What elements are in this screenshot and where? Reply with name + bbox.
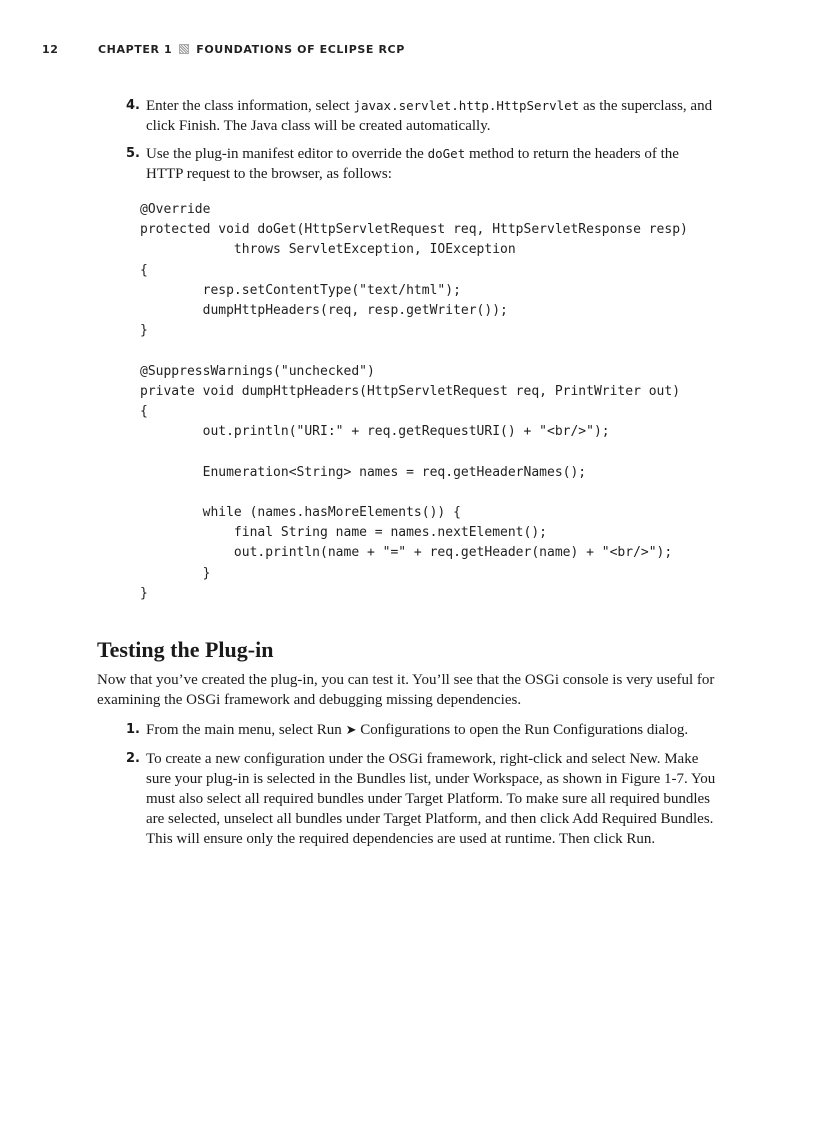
step-number: 5. — [126, 146, 140, 161]
step-number: 4. — [126, 98, 140, 113]
step-text: Enter the class information, select — [146, 98, 354, 114]
separator-square-icon — [179, 44, 189, 54]
step-list-testing — [97, 720, 717, 849]
step-number: 2. — [126, 751, 140, 767]
inline-code: doGet — [427, 146, 466, 161]
step-number: 1. — [126, 722, 140, 738]
section-title: Testing the Plug-in — [97, 637, 274, 663]
step-text: as the superclass, and click Finish. The Java class will be created automatically. — [146, 98, 713, 134]
chapter-label: CHAPTER 1 — [98, 43, 173, 56]
code-listing: @Override protected void doGet(HttpServletRequest req, HttpServletResponse resp) throws ServletException, IOException { resp.setContentType("text/html"); dumpHttpHeaders(req, resp.getWriter()); } @SuppressWarnings("unchecked") private void dumpHttpHeaders(HttpServletRequest req, PrintWriter out) { out.println("URI:" + req.getRequestURI() + "<br/>"); Enumeration<String> names = req.getHeaderNames(); while (names.hasMoreElements()) { final String name = names.nextElement(); out.println(name + "=" + req.getHeader(name) + "<br/>"); } } — [140, 202, 688, 601]
step-text: From the main menu, select Run — [146, 722, 346, 739]
page-content — [97, 96, 717, 857]
chapter-heading — [98, 43, 405, 56]
inline-code: javax.servlet.http.HttpServlet — [353, 98, 580, 113]
step-text: method to return the headers of the HTTP request to the browser, as follows: — [146, 146, 679, 182]
step-text: To create a new configuration under the OSGi framework, right-click and select New. Make sure your plug-in is selected in the Bundles list, under Workspace, as shown in Figure 1-7. You must also select all required bundles under Target Platform. To make sure all required bundles are selected, unselect all bundles under Target Platform, and then click Add Required Bundles. This will ensure only the required dependencies are used at runtime. Then click Run. — [146, 751, 716, 848]
step-text: Configurations to open the Run Configurations dialog. — [356, 722, 689, 739]
running-head — [42, 43, 774, 59]
list-item — [126, 144, 717, 184]
step-list-creating — [97, 96, 717, 184]
list-item — [126, 720, 717, 741]
step-text: Use the plug-in manifest editor to override the — [146, 146, 428, 162]
list-item — [126, 749, 717, 849]
section-intro: Now that you’ve created the plug-in, you can test it. You’ll see that the OSGi console is very useful for examining the OSGi framework and debugging missing dependencies. — [97, 672, 715, 709]
list-item — [126, 96, 717, 136]
menu-arrow-icon: ➤ — [345, 723, 357, 739]
chapter-title: FOUNDATIONS OF ECLIPSE RCP — [196, 43, 405, 56]
page-number: 12 — [42, 43, 59, 56]
